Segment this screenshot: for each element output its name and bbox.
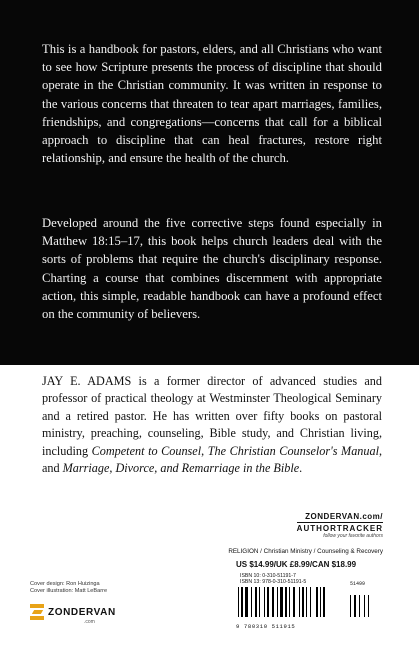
- addon-bar: [359, 595, 360, 617]
- category-line: RELIGION / Christian Ministry / Counseling & Recovery: [228, 548, 383, 555]
- blurb-paragraph-1: [42, 40, 382, 167]
- cover-credits: [30, 581, 107, 595]
- blurb-paragraph-2: [42, 214, 382, 323]
- zondervan-logo: [30, 604, 116, 625]
- barcode-bar: [280, 587, 283, 617]
- zondervan-wordmark: ZONDERVAN: [48, 606, 116, 618]
- barcode-bar: [277, 587, 278, 617]
- bio-end: .: [299, 461, 303, 476]
- bio-text: JAY E. ADAMS is a former director of advanced studies and professor of practical theology at Westminster Theological Seminary and a retired pastor. He has written over fifty books on pastoral ministry, preaching, counseling, Bible study, and Christian living, including: [42, 374, 382, 458]
- addon-bar: [364, 595, 365, 617]
- barcode-bar: [285, 587, 287, 617]
- barcode-bar: [320, 587, 321, 617]
- barcode-bar: [302, 587, 304, 617]
- barcode-bar: [323, 587, 325, 617]
- blurb-text-1: This is a handbook for pastors, elders, and all Christians who want to see how Scripture presents the process of discipline that should operate in the Christian community. It was written in response to the various concerns that threaten to tear apart marriages, families, friendships, and congregations—concerns that call for a biblical approach to discipline that can heal fractures, restore right relationship, and ensure the health of the church.: [42, 42, 382, 166]
- price-line: US $14.99/UK £8.99/CAN $18.99: [236, 560, 357, 569]
- barcode-digits: 9 780310 511915: [236, 623, 296, 630]
- barcode-bar: [289, 587, 290, 617]
- bio-sep-2: , and: [42, 443, 383, 476]
- addon-bar: [368, 595, 369, 617]
- barcode-bar: [267, 587, 269, 617]
- book-title-3: Marriage, Divorce, and Remarriage in the Bible: [62, 461, 300, 476]
- barcode-bar: [310, 587, 311, 617]
- zondervan-com: .com: [84, 619, 95, 625]
- cover-design-credit: Cover design: Ron Huizinga: [30, 581, 100, 587]
- book-title-1: Competent to Counsel: [91, 443, 202, 458]
- zondervan-url: ZONDERVAN.com/: [305, 512, 383, 521]
- barcode-bar: [299, 587, 300, 617]
- barcode-bar: [316, 587, 318, 617]
- addon-digits: 51499: [350, 581, 366, 587]
- isbn-10: ISBN 10: 0-310-51191-7: [240, 573, 296, 579]
- cover-illustration-credit: Cover illustration: Matt LeBarre: [30, 588, 108, 594]
- barcode-bar: [259, 587, 260, 617]
- barcode-bar: [251, 587, 252, 617]
- barcode-bar: [264, 587, 265, 617]
- barcode-block: [236, 573, 384, 629]
- addon-bar: [350, 595, 351, 617]
- author-bio: [42, 373, 382, 477]
- barcode-bar: [245, 587, 248, 617]
- authortracker-label: AUTHORTRACKER: [296, 524, 383, 533]
- authortracker-tagline: follow your favorite authors: [323, 533, 383, 539]
- book-title-2: The Christian Counselor's Manual: [207, 443, 379, 458]
- blurb-text-2: Developed around the five corrective steps found especially in Matthew 18:15–17, this book helps church leaders deal with the sorts of problems that require the church's disciplinary response. Charting a course that combines discernment with appropriate action, this simple, readable handbook can have a profound effect on the community of believers.: [42, 216, 382, 322]
- barcode-icon: [236, 587, 376, 623]
- barcode-bar: [255, 587, 257, 617]
- addon-bar: [354, 595, 356, 617]
- isbn-13: ISBN 13: 978-0-310-51191-5: [240, 579, 307, 585]
- barcode-bar: [238, 587, 239, 617]
- authortracker-logo: [297, 512, 383, 539]
- zondervan-mark-icon: [30, 604, 44, 620]
- bio-sep-1: ,: [201, 443, 208, 458]
- barcode-bar: [272, 587, 274, 617]
- barcode-bar: [306, 587, 307, 617]
- barcode-bar: [241, 587, 243, 617]
- barcode-bar: [293, 587, 295, 617]
